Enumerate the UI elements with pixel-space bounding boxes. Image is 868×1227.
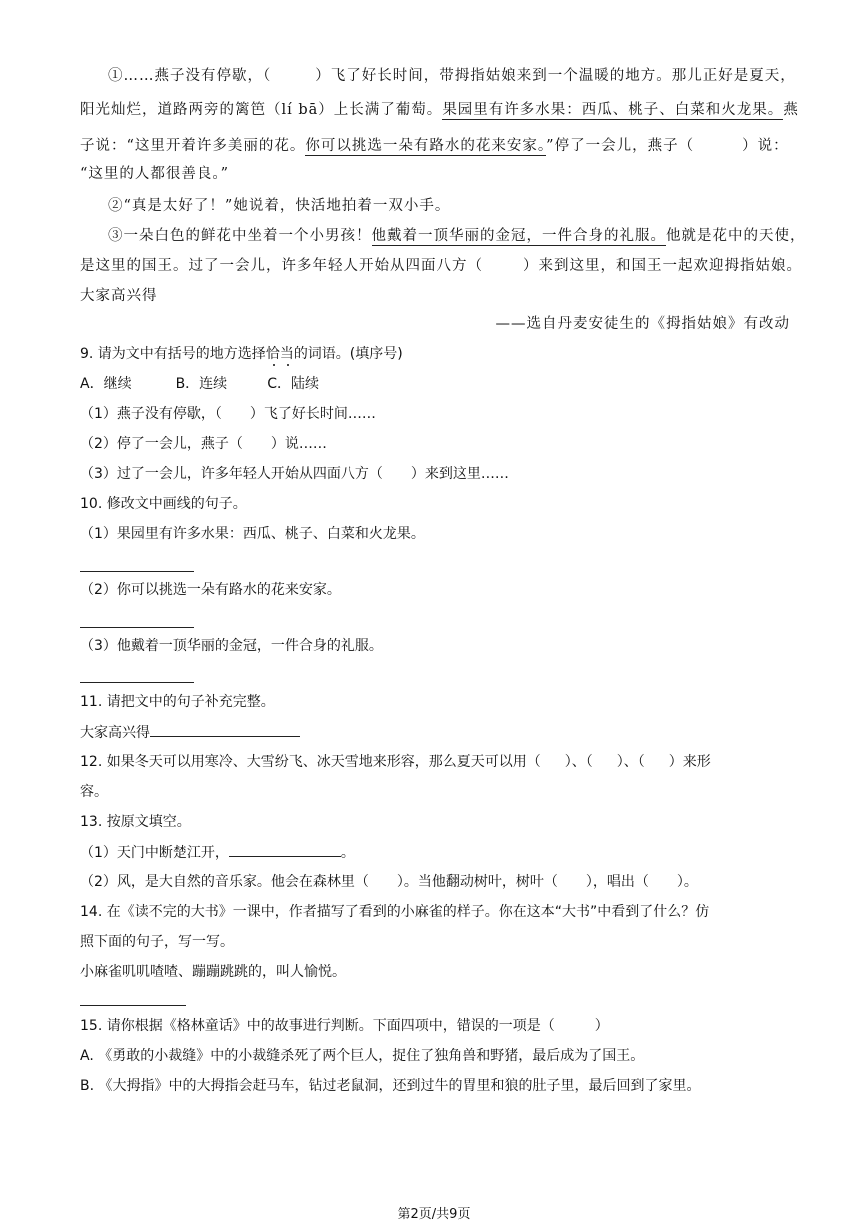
q9-sub1: [80, 404, 376, 424]
q13-sub2-text: ）。: [676, 874, 698, 890]
passage-p2: [108, 196, 450, 216]
q14-line2: 照下面的句子，写一写。: [80, 934, 234, 950]
q10-stem: 10. 修改文中画线的句子。: [80, 496, 247, 512]
q9-sub3-text: ）来到这里……: [410, 466, 509, 482]
page-number: 第2页/共9页: [397, 1207, 471, 1222]
passage-p3-line3: [80, 286, 158, 306]
passage-text: 他就是花中的天使，: [666, 228, 806, 244]
q9-sub1-text: （1）燕子没有停歇，（: [80, 406, 222, 422]
q12-line1: [80, 752, 711, 772]
passage-text: 大家高兴得: [80, 288, 158, 304]
q11-line-text: 大家高兴得: [80, 725, 150, 741]
q10-answer-line-3[interactable]: [80, 682, 194, 683]
q15-stem-text: ）: [594, 1018, 609, 1034]
q9-stem: [80, 344, 403, 364]
q15-option-a[interactable]: A. 《勇敢的小裁缝》中的小裁缝杀死了两个巨人，捉住了独角兽和野猪，最后成为了国王。: [80, 1048, 645, 1064]
q10-sub3: （3）他戴着一顶华丽的金冠，一件合身的礼服。: [80, 638, 383, 654]
q10-sub2: （2）你可以挑选一朵有路水的花来安家。: [80, 582, 341, 598]
passage-text: ）说：: [742, 138, 789, 154]
passage-p3-line2: [80, 256, 802, 276]
q12-text: ）来形: [668, 754, 711, 770]
underlined-sentence-2: 你可以挑选一朵有路水的花来安家。: [305, 138, 547, 154]
q13-sub2-text: （2）风，是大自然的音乐家。他会在森林里（: [80, 874, 369, 890]
q9-sub1-text: ）飞了好长时间……: [249, 406, 376, 422]
q10-answer-line-1[interactable]: [80, 571, 194, 572]
q13-sub1-text: （1）天门中断楚江开，: [80, 845, 229, 861]
passage-p1-line1: [108, 66, 796, 86]
q13-sub1-text: 。: [340, 845, 355, 861]
passage-text: “这里的人都很善良。”: [80, 166, 230, 182]
passage-text: 是这里的国王。过了一会儿，许多年轻人开始从四面八方（: [80, 258, 483, 274]
passage-text: 阳光灿烂，道路两旁的篱笆（lí bā）上长满了葡萄。: [80, 102, 443, 118]
q12-text: 12. 如果冬天可以用寒冷、大雪纷飞、冰天雪地来形容，那么夏天可以用（: [80, 754, 541, 770]
q13-sub2-text: ）。当他翻动树叶，树叶（: [396, 874, 558, 890]
underlined-sentence-3: 他戴着一顶华丽的金冠，一件合身的礼服。: [371, 228, 666, 244]
q11-line: [80, 722, 300, 743]
passage-p3-line1: [108, 226, 806, 246]
q10-answer-line-2[interactable]: [80, 627, 194, 628]
q9-option-a[interactable]: A．继续: [80, 376, 132, 392]
passage-text: 子说：“这里开着许多美丽的花。: [80, 138, 306, 154]
passage-text: ”停了一会儿，燕子（: [546, 138, 695, 154]
q9-sub3-text: （3）过了一会儿，许多年轻人开始从四面八方（: [80, 466, 383, 482]
passage-text: ③一朵白色的鲜花中坐着一个小男孩！: [108, 228, 372, 244]
q13-stem: 13. 按原文填空。: [80, 814, 191, 830]
q9-option-c[interactable]: C．陆续: [267, 376, 319, 392]
q9-sub2-text: （2）停了一会儿，燕子（: [80, 436, 243, 452]
passage-text: ）来到这里，和国王一起欢迎拇指姑娘。: [523, 258, 802, 274]
q15-stem-text: 15. 请你根据《格林童话》中的故事进行判断。下面四项中，错误的一项是（: [80, 1018, 555, 1034]
q14-answer-line[interactable]: [80, 1005, 186, 1006]
q9-sub2-text: ）说……: [270, 436, 327, 452]
underlined-sentence-1: 果园里有许多水果：西瓜、桃子、白菜和火龙果。: [442, 102, 784, 118]
q13-sub2: [80, 872, 698, 892]
passage-text: ①……燕子没有停歇，（: [108, 68, 272, 84]
q13-sub1: [80, 842, 355, 863]
passage-source: ——选自丹麦安徒生的《拇指姑娘》有改动: [495, 316, 790, 332]
passage-text: 燕: [783, 102, 799, 118]
q11-stem: 11. 请把文中的句子补充完整。: [80, 694, 275, 710]
passage-text: ）飞了好长时间，带拇指姑娘来到一个温暖的地方。那儿正好是夏天，: [315, 68, 796, 84]
q9-stem-text: 的词语。(填序号): [293, 346, 403, 362]
q9-sub2: [80, 434, 327, 454]
q9-option-b[interactable]: B．连续: [175, 376, 228, 392]
q15-stem: [80, 1016, 609, 1036]
q12-text: ）、（: [564, 754, 593, 770]
passage-p1-line2: [80, 100, 799, 120]
q10-sub1: （1）果园里有许多水果：西瓜、桃子、白菜和火龙果。: [80, 526, 425, 542]
q14-line1: 14. 在《读不完的大书》一课中，作者描写了看到的小麻雀的样子。你在这本“大书”中看到了什么？仿: [80, 904, 710, 920]
q14-line3: 小麻雀叽叽喳喳、蹦蹦跳跳的，叫人愉悦。: [80, 964, 346, 980]
emphasis-char: 当: [279, 346, 294, 362]
q13-answer-blank[interactable]: [229, 842, 341, 857]
q9-sub3: [80, 464, 509, 484]
q15-option-b[interactable]: B. 《大拇指》中的大拇指会赶马车，钻过老鼠洞，还到过牛的胃里和狼的肚子里，最后回到了家里。: [80, 1078, 701, 1094]
q9-options: [80, 374, 319, 394]
q9-stem-text: 9. 请为文中有括号的地方选择: [80, 346, 266, 362]
q11-answer-blank[interactable]: [150, 722, 300, 737]
passage-text: ②“真是太好了！”她说着，快活地拍着一双小手。: [108, 198, 451, 214]
passage-p1-line4: [80, 164, 229, 184]
q12-text: ）、（: [616, 754, 645, 770]
passage-p1-line3: [80, 136, 789, 156]
emphasis-char: 恰: [265, 346, 280, 362]
q13-sub2-text: ），唱出（: [585, 874, 649, 890]
q12-line2: 容。: [80, 784, 108, 800]
